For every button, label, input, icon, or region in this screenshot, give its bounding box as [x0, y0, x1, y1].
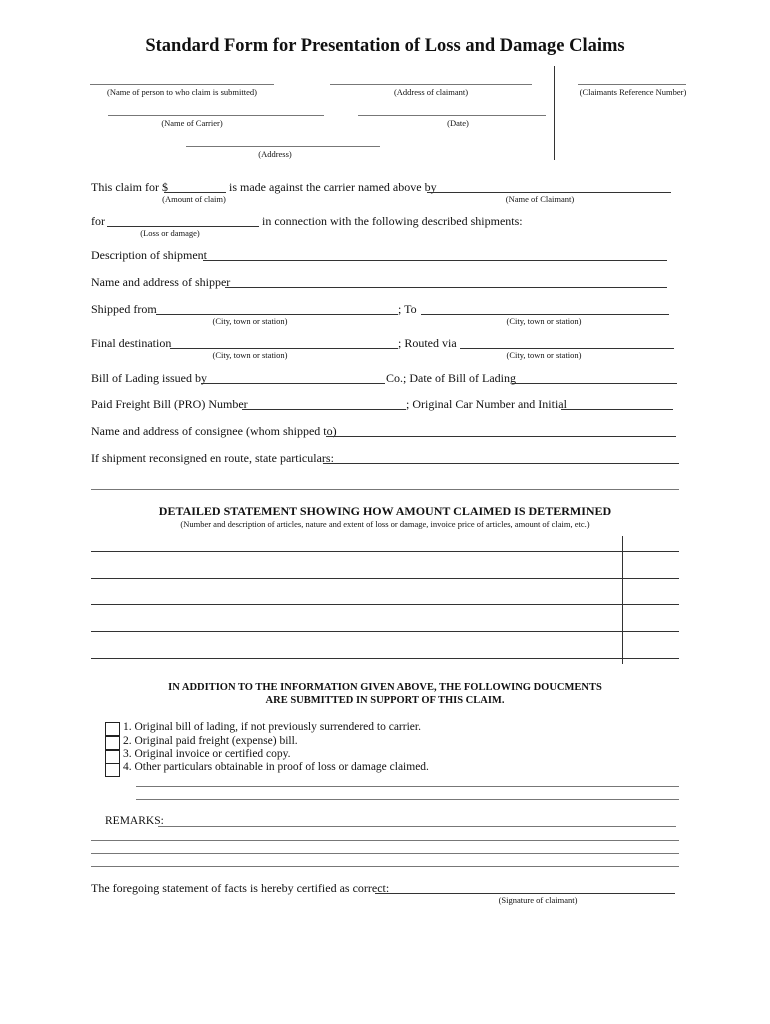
document-item-4: 4. Other particulars obtainable in proof of loss or damage claimed. — [123, 761, 429, 773]
claimant-reference-caption: (Claimants Reference Number) — [579, 87, 687, 97]
car-number-label: ; Original Car Number and Initial — [406, 397, 567, 411]
carrier-name-line[interactable] — [108, 115, 324, 116]
description-label: Description of shipment — [91, 248, 207, 262]
reconsigned-line[interactable] — [323, 463, 679, 464]
document-checkbox-3[interactable] — [105, 750, 120, 764]
claim-against-label: is made against the carrier named above by — [229, 180, 437, 194]
carrier-address-caption: (Address) — [258, 149, 292, 159]
loss-damage-line[interactable] — [107, 226, 259, 227]
claim-amount-line[interactable] — [164, 192, 226, 193]
other-particulars-line-2[interactable] — [136, 799, 679, 800]
shipper-label: Name and address of shipper — [91, 275, 231, 289]
documents-heading-line1: IN ADDITION TO THE INFORMATION GIVEN ABOVE, THE FOLLOWING DOUCMENTS — [168, 682, 602, 693]
freight-bill-line[interactable] — [242, 409, 406, 410]
remarks-line-2[interactable] — [91, 840, 679, 841]
description-line[interactable] — [203, 260, 667, 261]
claimant-address-line[interactable] — [330, 84, 532, 85]
consignee-line[interactable] — [326, 436, 676, 437]
shipped-from-line[interactable] — [156, 314, 398, 315]
to-line[interactable] — [421, 314, 669, 315]
final-destination-label: Final destination — [91, 336, 172, 350]
claimant-name-caption: (Name of Claimant) — [505, 194, 575, 204]
form-title: Standard Form for Presentation of Loss and Damage Claims — [145, 36, 625, 56]
amount-caption: (Amount of claim) — [162, 194, 226, 204]
carrier-address-line[interactable] — [186, 146, 380, 147]
shipped-from-caption: (City, town or station) — [212, 316, 288, 326]
remarks-line-4[interactable] — [91, 866, 679, 867]
header-divider — [554, 66, 555, 160]
documents-heading-line2: ARE SUBMITTED IN SUPPORT OF THIS CLAIM. — [265, 695, 505, 706]
reconsigned-extra-line[interactable] — [91, 489, 679, 490]
signature-line[interactable] — [375, 893, 675, 894]
signature-caption: (Signature of claimant) — [498, 895, 578, 905]
document-checkbox-1[interactable] — [105, 722, 120, 736]
final-destination-caption: (City, town or station) — [212, 350, 288, 360]
other-particulars-line-1[interactable] — [136, 786, 679, 787]
statement-row-4[interactable] — [91, 631, 679, 632]
consignee-label: Name and address of consignee (whom shipped to) — [91, 424, 337, 438]
document-item-2: 2. Original paid freight (expense) bill. — [123, 735, 298, 747]
bol-date-line[interactable] — [512, 383, 677, 384]
statement-subheading: (Number and description of articles, nature and extent of loss or damage, invoice price of articles, amount of claim, etc.) — [180, 519, 590, 529]
connection-label: in connection with the following described shipments: — [262, 214, 523, 228]
freight-bill-label: Paid Freight Bill (PRO) Number — [91, 397, 248, 411]
document-checkbox-2[interactable] — [105, 736, 120, 750]
remarks-label: REMARKS: — [105, 815, 164, 827]
recipient-name-line[interactable] — [90, 84, 274, 85]
routed-via-caption: (City, town or station) — [506, 350, 582, 360]
statement-heading: DETAILED STATEMENT SHOWING HOW AMOUNT CLAIMED IS DETERMINED — [158, 504, 612, 518]
claimant-reference-line[interactable] — [578, 84, 686, 85]
bol-issued-label: Bill of Lading issued by — [91, 371, 207, 385]
carrier-name-caption: (Name of Carrier) — [161, 118, 223, 128]
reconsigned-label: If shipment reconsigned en route, state particulars: — [91, 451, 334, 465]
claimant-name-line[interactable] — [427, 192, 671, 193]
document-checkbox-4[interactable] — [105, 763, 120, 777]
remarks-line-1[interactable] — [158, 826, 676, 827]
bol-issued-line[interactable] — [201, 383, 385, 384]
remarks-line-3[interactable] — [91, 853, 679, 854]
claimant-address-caption: (Address of claimant) — [393, 87, 469, 97]
date-line[interactable] — [358, 115, 546, 116]
document-item-1: 1. Original bill of lading, if not previously surrendered to carrier. — [123, 721, 421, 733]
for-label: for — [91, 214, 105, 228]
shipped-from-label: Shipped from — [91, 302, 157, 316]
statement-row-3[interactable] — [91, 604, 679, 605]
claim-amount-label: This claim for $ — [91, 180, 168, 194]
statement-row-5[interactable] — [91, 658, 679, 659]
recipient-name-caption: (Name of person to who claim is submitted) — [107, 87, 257, 97]
document-item-3: 3. Original invoice or certified copy. — [123, 748, 291, 760]
car-number-line[interactable] — [561, 409, 673, 410]
certify-label: The foregoing statement of facts is hereby certified as correct: — [91, 881, 390, 895]
bol-date-label: Co.; Date of Bill of Lading — [386, 371, 516, 385]
date-caption: (Date) — [447, 118, 469, 128]
statement-row-2[interactable] — [91, 578, 679, 579]
statement-amount-divider — [622, 536, 623, 664]
routed-via-line[interactable] — [460, 348, 674, 349]
final-destination-line[interactable] — [170, 348, 398, 349]
shipper-line[interactable] — [225, 287, 667, 288]
routed-via-label: ; Routed via — [398, 336, 457, 350]
statement-row-1[interactable] — [91, 551, 679, 552]
to-label: ; To — [398, 302, 417, 316]
to-caption: (City, town or station) — [506, 316, 582, 326]
loss-damage-caption: (Loss or damage) — [140, 228, 200, 238]
